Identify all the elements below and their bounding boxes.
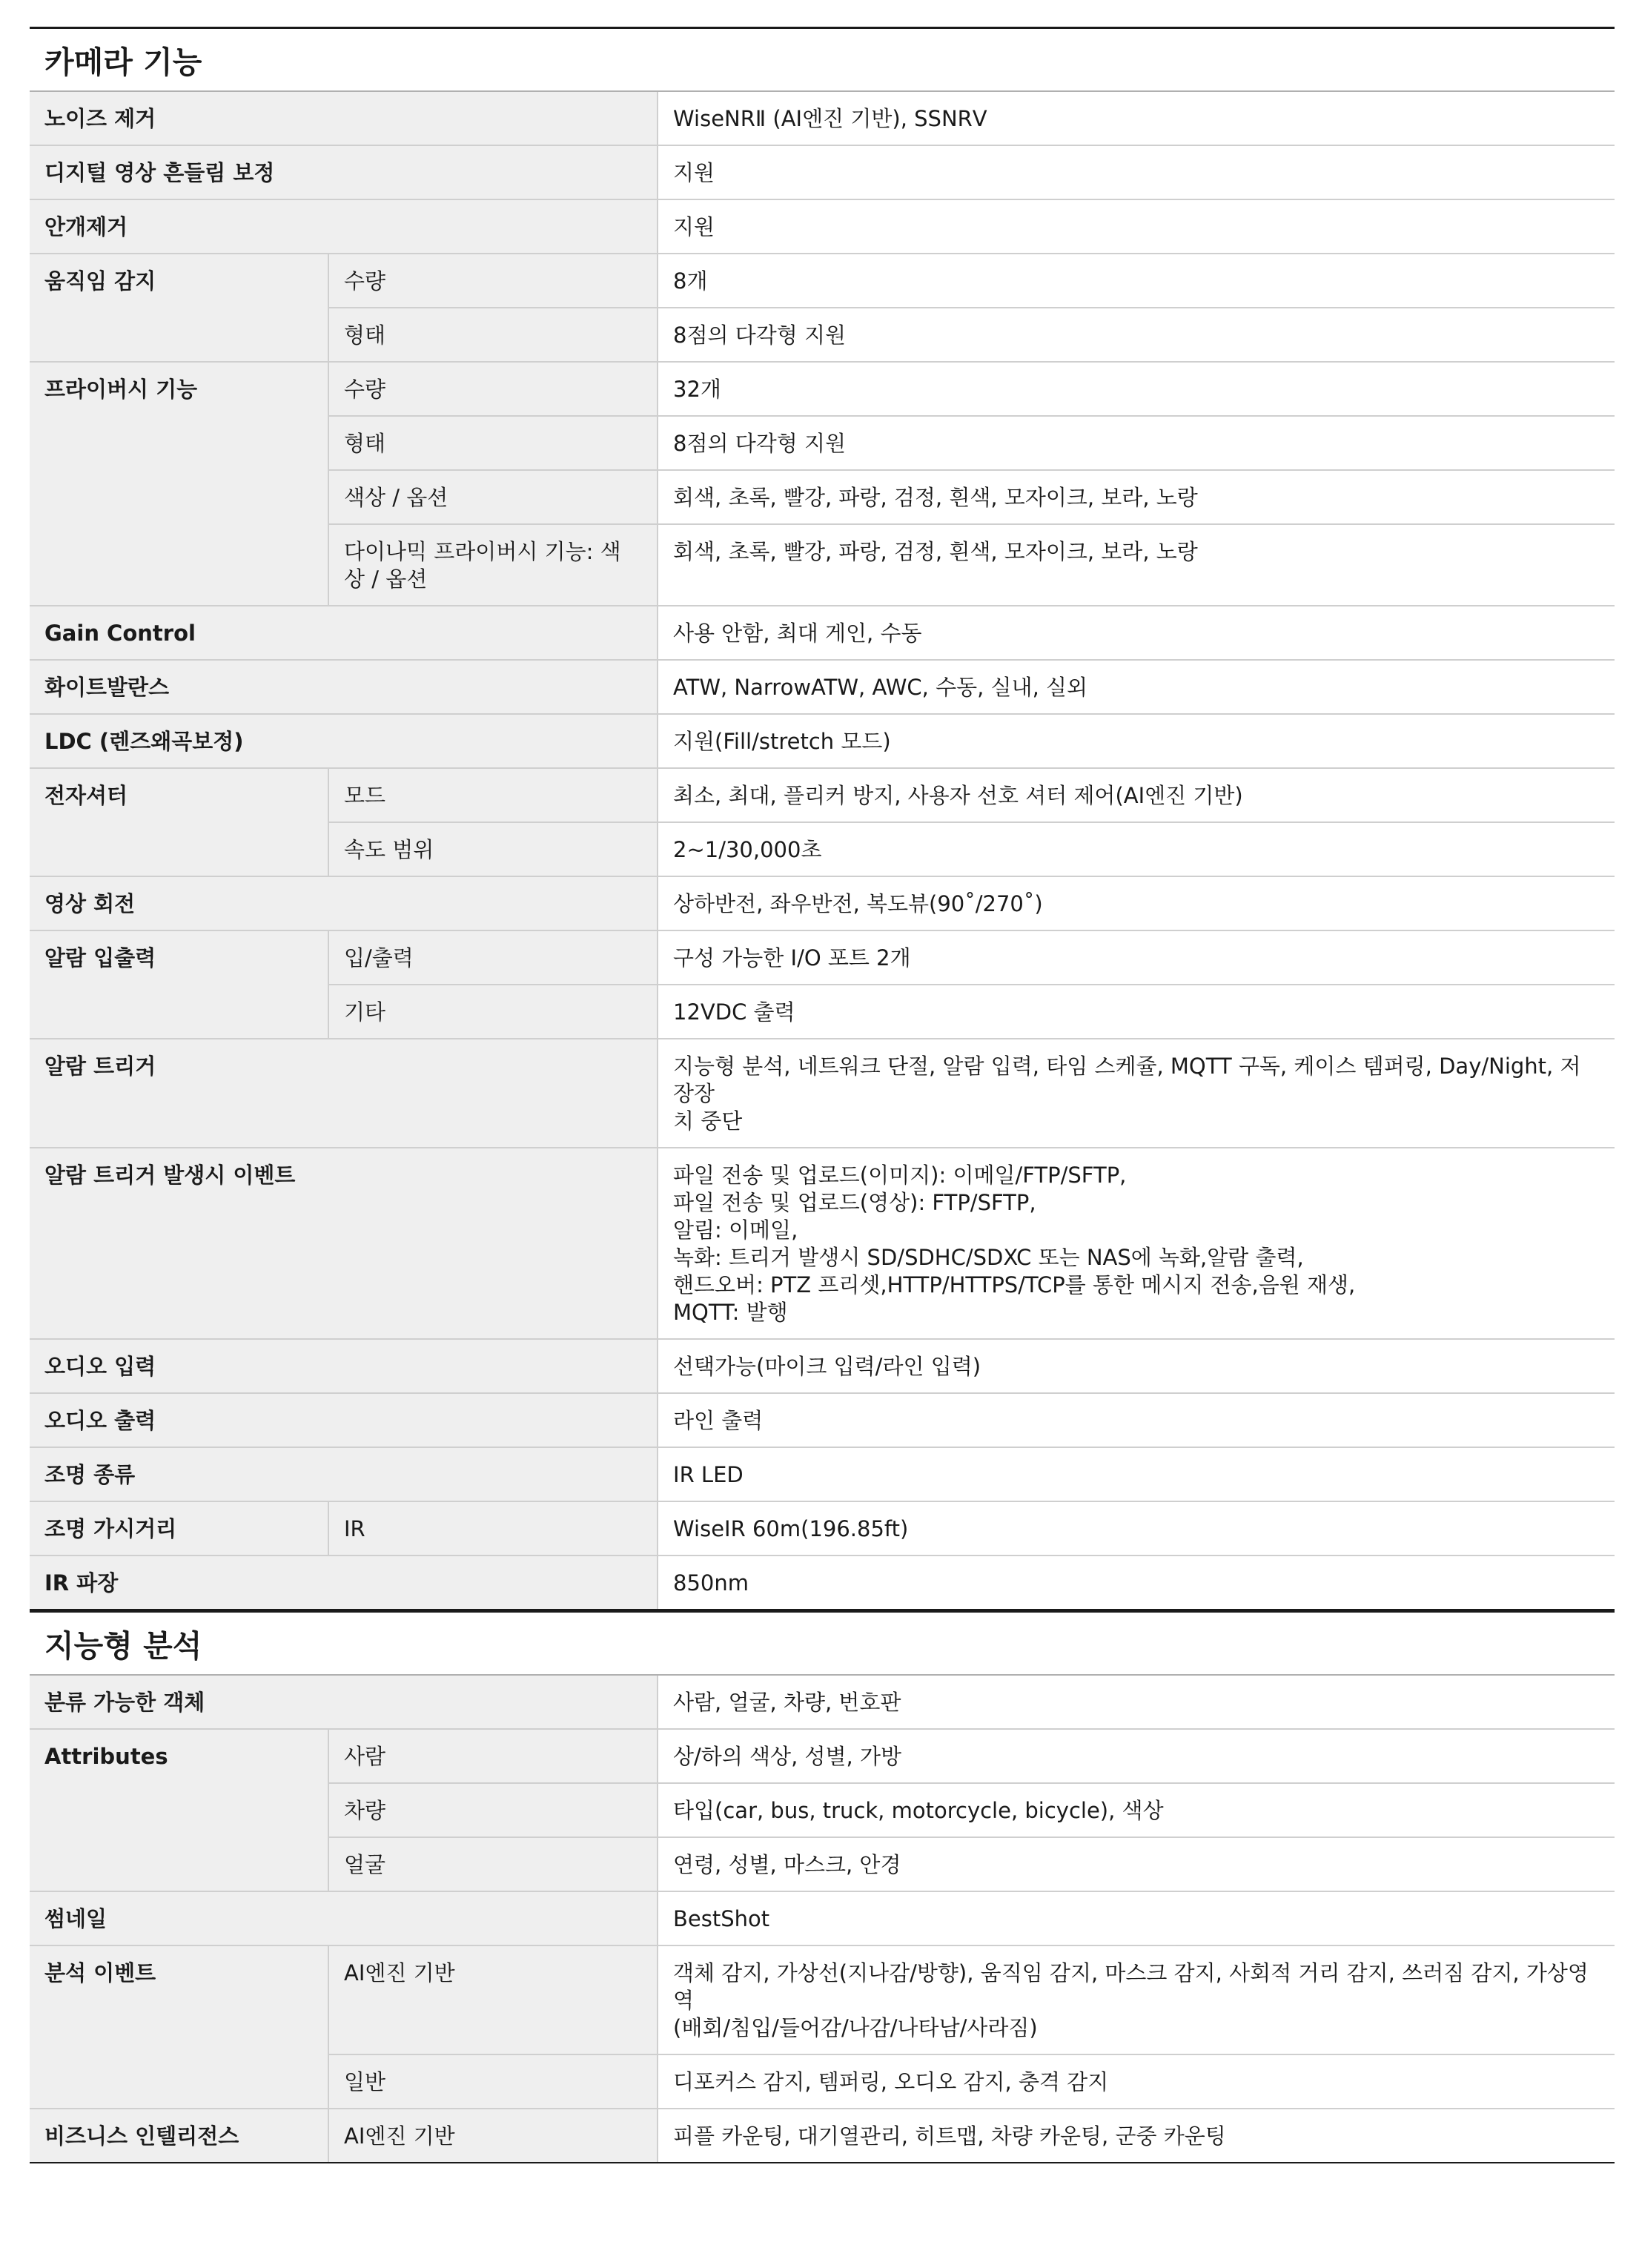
spec-table: [30, 1676, 1615, 2163]
spec-sublabel: 형태: [328, 308, 658, 362]
spec-label: 디지털 영상 흔들림 보정: [30, 145, 658, 199]
spec-value: 8점의 다각형 지원: [658, 308, 1615, 362]
spec-row: [30, 1148, 1615, 1339]
spec-label: 프라이버시 기능: [30, 362, 328, 606]
spec-row: [30, 2109, 1615, 2163]
spec-row: [30, 254, 1615, 308]
spec-row: [30, 1729, 1615, 1783]
spec-label: 조명 가시거리: [30, 1501, 328, 1555]
spec-value: 지원: [658, 145, 1615, 199]
spec-value: 구성 가능한 I/O 포트 2개: [658, 930, 1615, 985]
spec-row: [30, 660, 1615, 714]
spec-sublabel: 얼굴: [328, 1837, 658, 1891]
spec-page: [30, 27, 1615, 2163]
spec-value: 2~1/30,000초: [658, 822, 1615, 876]
spec-value: 파일 전송 및 업로드(이미지): 이메일/FTP/SFTP, 파일 전송 및 업로드(영상): FTP/SFTP, 알림: 이메일, 녹화: 트리거 발생시 SD/SDHC/SDXC 또는 NAS에 녹화,알람 출력, 핸드오버: PTZ 프리셋,HTTP/HTTPS/TCP를 통한 메시지 전송,음원 재생, MQTT: 발행: [658, 1148, 1615, 1339]
spec-label: IR 파장: [30, 1555, 658, 1610]
spec-value: 라인 출력: [658, 1393, 1615, 1447]
spec-label: 알람 트리거 발생시 이벤트: [30, 1148, 658, 1339]
spec-row: [30, 145, 1615, 199]
spec-value: 회색, 초록, 빨강, 파랑, 검정, 흰색, 모자이크, 보라, 노랑: [658, 470, 1615, 524]
spec-sublabel: 입/출력: [328, 930, 658, 985]
spec-label: 노이즈 제거: [30, 92, 658, 145]
spec-value: ATW, NarrowATW, AWC, 수동, 실내, 실외: [658, 660, 1615, 714]
spec-sublabel: 수량: [328, 254, 658, 308]
spec-value: 디포커스 감지, 템퍼링, 오디오 감지, 충격 감지: [658, 2054, 1615, 2109]
spec-label: Attributes: [30, 1729, 328, 1891]
spec-sublabel: 일반: [328, 2054, 658, 2109]
spec-value: 사용 안함, 최대 게인, 수동: [658, 606, 1615, 660]
spec-row: [30, 1945, 1615, 2054]
spec-value: 사람, 얼굴, 차량, 번호판: [658, 1676, 1615, 1729]
spec-label: Gain Control: [30, 606, 658, 660]
spec-label: 움직임 감지: [30, 254, 328, 362]
spec-value: 선택가능(마이크 입력/라인 입력): [658, 1339, 1615, 1393]
spec-row: [30, 92, 1615, 145]
spec-value: 지능형 분석, 네트워크 단절, 알람 입력, 타임 스케쥴, MQTT 구독, 케이스 템퍼링, Day/Night, 저장장 치 중단: [658, 1039, 1615, 1148]
spec-value: 최소, 최대, 플리커 방지, 사용자 선호 셔터 제어(AI엔진 기반): [658, 768, 1615, 822]
spec-sublabel: IR: [328, 1501, 658, 1555]
spec-label: 썸네일: [30, 1891, 658, 1945]
spec-label: 화이트발란스: [30, 660, 658, 714]
spec-label: 분석 이벤트: [30, 1945, 328, 2109]
spec-row: [30, 1676, 1615, 1729]
spec-sublabel: 모드: [328, 768, 658, 822]
section-title: 카메라 기능: [30, 27, 1615, 92]
spec-row: [30, 362, 1615, 416]
spec-value: 피플 카운팅, 대기열관리, 히트맵, 차량 카운팅, 군중 카운팅: [658, 2109, 1615, 2163]
spec-value: 객체 감지, 가상선(지나감/방향), 움직임 감지, 마스크 감지, 사회적 거리 감지, 쓰러짐 감지, 가상영역 (배회/침입/들어감/나감/나타남/사라짐): [658, 1945, 1615, 2054]
spec-label: 오디오 출력: [30, 1393, 658, 1447]
spec-row: [30, 1393, 1615, 1447]
spec-sublabel: AI엔진 기반: [328, 2109, 658, 2163]
spec-row: [30, 1891, 1615, 1945]
spec-sublabel: 사람: [328, 1729, 658, 1783]
spec-row: [30, 930, 1615, 985]
spec-row: [30, 199, 1615, 254]
spec-value: WiseIR 60m(196.85ft): [658, 1501, 1615, 1555]
spec-value: 회색, 초록, 빨강, 파랑, 검정, 흰색, 모자이크, 보라, 노랑: [658, 524, 1615, 606]
spec-value: 타입(car, bus, truck, motorcycle, bicycle), 색상: [658, 1783, 1615, 1837]
spec-row: [30, 1555, 1615, 1610]
spec-row: [30, 1039, 1615, 1148]
spec-label: 분류 가능한 객체: [30, 1676, 658, 1729]
spec-sublabel: 색상 / 옵션: [328, 470, 658, 524]
spec-label: LDC (렌즈왜곡보정): [30, 714, 658, 768]
spec-value: 850nm: [658, 1555, 1615, 1610]
spec-sublabel: 기타: [328, 985, 658, 1039]
spec-row: [30, 606, 1615, 660]
spec-row: [30, 714, 1615, 768]
spec-sublabel: 수량: [328, 362, 658, 416]
spec-value: WiseNRⅡ (AI엔진 기반), SSNRⅤ: [658, 92, 1615, 145]
spec-value: 12VDC 출력: [658, 985, 1615, 1039]
spec-row: [30, 768, 1615, 822]
spec-label: 전자셔터: [30, 768, 328, 876]
spec-label: 안개제거: [30, 199, 658, 254]
spec-value: 상/하의 색상, 성별, 가방: [658, 1729, 1615, 1783]
spec-label: 알람 트리거: [30, 1039, 658, 1148]
spec-sublabel: AI엔진 기반: [328, 1945, 658, 2054]
spec-value: BestShot: [658, 1891, 1615, 1945]
spec-row: [30, 1447, 1615, 1501]
spec-table: [30, 92, 1615, 1610]
spec-sublabel: 다이나믹 프라이버시 기능: 색 상 / 옵션: [328, 524, 658, 606]
spec-label: 알람 입출력: [30, 930, 328, 1039]
spec-sublabel: 속도 범위: [328, 822, 658, 876]
spec-value: 지원: [658, 199, 1615, 254]
section-title: 지능형 분석: [30, 1610, 1615, 1676]
spec-sublabel: 형태: [328, 416, 658, 470]
spec-value: 8점의 다각형 지원: [658, 416, 1615, 470]
spec-row: [30, 1501, 1615, 1555]
spec-value: 32개: [658, 362, 1615, 416]
spec-label: 조명 종류: [30, 1447, 658, 1501]
spec-value: 8개: [658, 254, 1615, 308]
spec-value: 연령, 성별, 마스크, 안경: [658, 1837, 1615, 1891]
spec-value: 지원(Fill/stretch 모드): [658, 714, 1615, 768]
spec-sublabel: 차량: [328, 1783, 658, 1837]
spec-label: 영상 회전: [30, 876, 658, 930]
spec-label: 비즈니스 인텔리전스: [30, 2109, 328, 2163]
spec-row: [30, 876, 1615, 930]
spec-label: 오디오 입력: [30, 1339, 658, 1393]
spec-value: IR LED: [658, 1447, 1615, 1501]
spec-row: [30, 1339, 1615, 1393]
spec-value: 상하반전, 좌우반전, 복도뷰(90˚/270˚): [658, 876, 1615, 930]
